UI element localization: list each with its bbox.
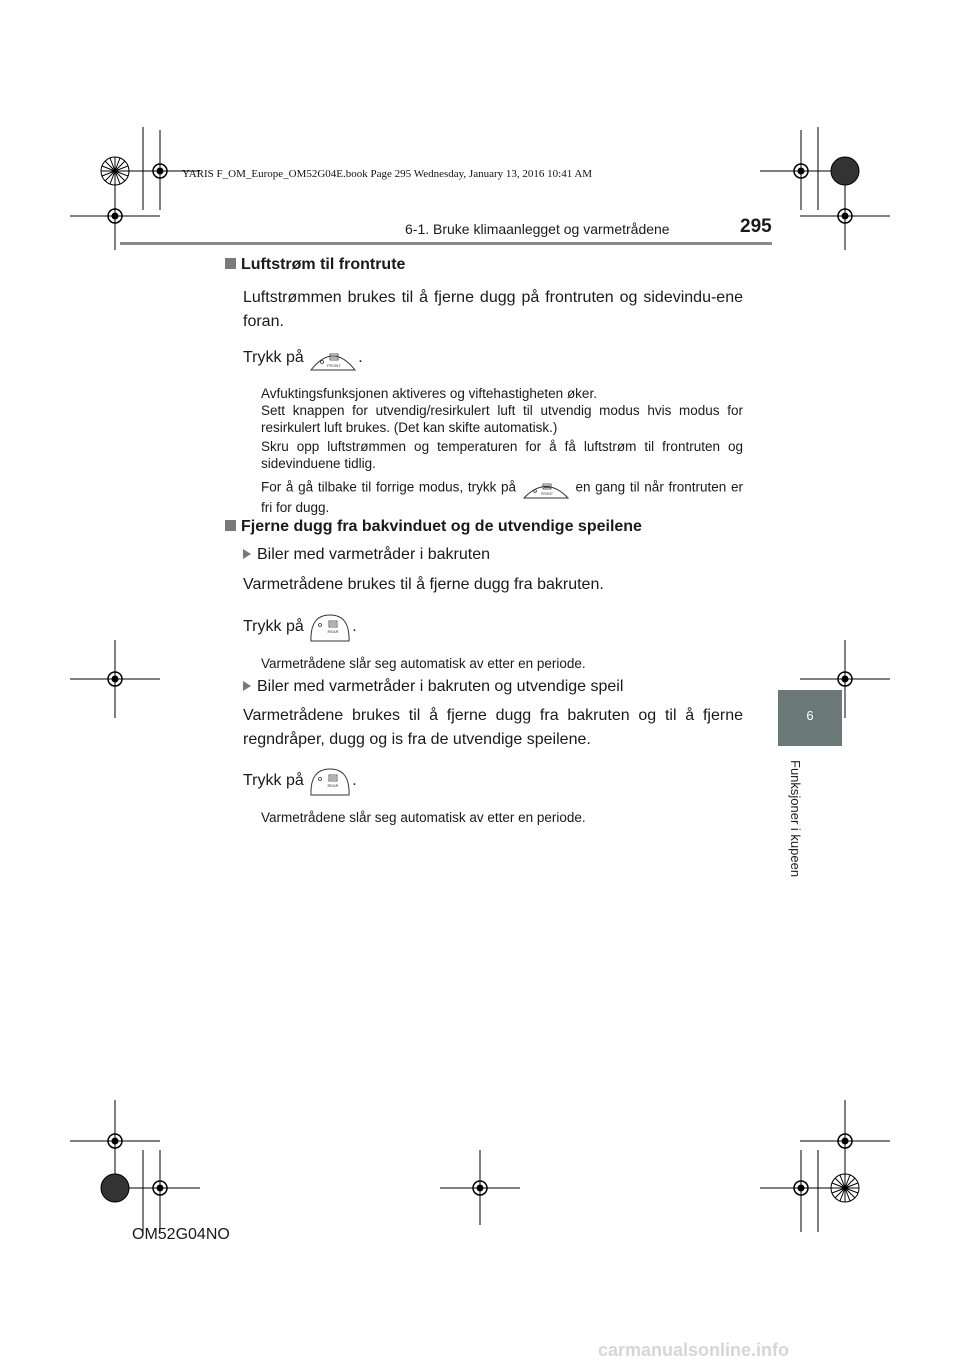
front-label: FRONT bbox=[540, 492, 553, 496]
chapter-label bbox=[785, 760, 807, 900]
defog-body-2: Varmetrådene brukes til å fjerne dugg fra bakruten og til å fjerne regndråper, dugg og is fra de utvendige speilene. bbox=[243, 707, 743, 748]
triangle-bullet-icon bbox=[243, 549, 251, 559]
press-suffix: . bbox=[358, 349, 363, 367]
page-number: 295 bbox=[740, 216, 772, 237]
defog-note-2: Varmetrådene slår seg automatisk av etter en periode. bbox=[261, 810, 586, 825]
triangle-bullet-icon bbox=[243, 681, 251, 691]
press-prefix: Trykk på bbox=[243, 349, 304, 367]
chapter-number: 6 bbox=[806, 708, 814, 723]
header-rule bbox=[120, 242, 772, 245]
airflow-note-2: Sett knappen for utvendig/resirkulert luft til utvendig modus hvis modus for resirkulert luft brukes. (Det kan skifte automatisk.) bbox=[261, 403, 743, 435]
heading-defog-text: Fjerne dugg fra bakvinduet og de utvendige speilene bbox=[241, 518, 642, 535]
heading-square-icon bbox=[225, 520, 236, 531]
airflow-note-1: Avfuktingsfunksjonen aktiveres og viftehastigheten øker. bbox=[261, 386, 597, 401]
defog-sub-1-text: Biler med varmetråder i bakruten bbox=[257, 546, 490, 563]
airflow-note-3: Skru opp luftstrømmen og temperaturen for å få luftstrøm til frontruten og sidevinduene tidlig. bbox=[261, 439, 743, 471]
press-prefix: Trykk på bbox=[243, 772, 304, 790]
defog-sub-1 bbox=[243, 546, 490, 564]
front-label: FRONT bbox=[327, 363, 342, 368]
press-prefix: Trykk på bbox=[243, 618, 304, 636]
front-defog-button-icon bbox=[521, 477, 571, 499]
airflow-body: Luftstrømmen brukes til å fjerne dugg på frontruten og sidevindu-ene foran. bbox=[243, 289, 743, 330]
heading-airflow bbox=[225, 256, 405, 274]
chapter-label-text: Funksjoner i kupeen bbox=[788, 760, 803, 878]
defog-body-1: Varmetrådene brukes til å fjerne dugg fra bakruten. bbox=[243, 576, 604, 593]
note4-prefix: For å gå tilbake til forrige modus, trykk på bbox=[261, 479, 517, 495]
defog-press-line-1 bbox=[243, 612, 357, 642]
note4-suffix: en gang til når frontruten er fri for dugg. bbox=[261, 479, 743, 515]
defog-note-1: Varmetrådene slår seg automatisk av etter en periode. bbox=[261, 656, 586, 671]
section-title: 6-1. Bruke klimaanlegget og varmetrådene bbox=[405, 221, 670, 237]
document-code: OM52G04NO bbox=[132, 1226, 230, 1243]
heading-airflow-text: Luftstrøm til frontrute bbox=[241, 256, 406, 273]
rear-label: REAR bbox=[327, 629, 339, 634]
heading-square-icon bbox=[225, 258, 236, 269]
rear-label: REAR bbox=[327, 783, 339, 788]
front-defog-button-icon bbox=[308, 344, 358, 372]
rear-defog-button-icon bbox=[308, 766, 352, 796]
defog-sub-2-text: Biler med varmetråder i bakruten og utvendige speil bbox=[257, 678, 624, 695]
airflow-note-4 bbox=[261, 477, 743, 516]
press-suffix: . bbox=[352, 772, 357, 790]
heading-defog bbox=[225, 518, 642, 536]
watermark: carmanualsonline.info bbox=[598, 1340, 790, 1360]
defog-sub-2 bbox=[243, 678, 623, 696]
defog-press-line-2 bbox=[243, 766, 357, 796]
airflow-press-line bbox=[243, 344, 363, 372]
press-suffix: . bbox=[352, 618, 357, 636]
book-info: YARIS F_OM_Europe_OM52G04E.book Page 295 Wednesday, January 13, 2016 10:41 AM bbox=[182, 168, 593, 180]
rear-defog-button-icon bbox=[308, 612, 352, 642]
